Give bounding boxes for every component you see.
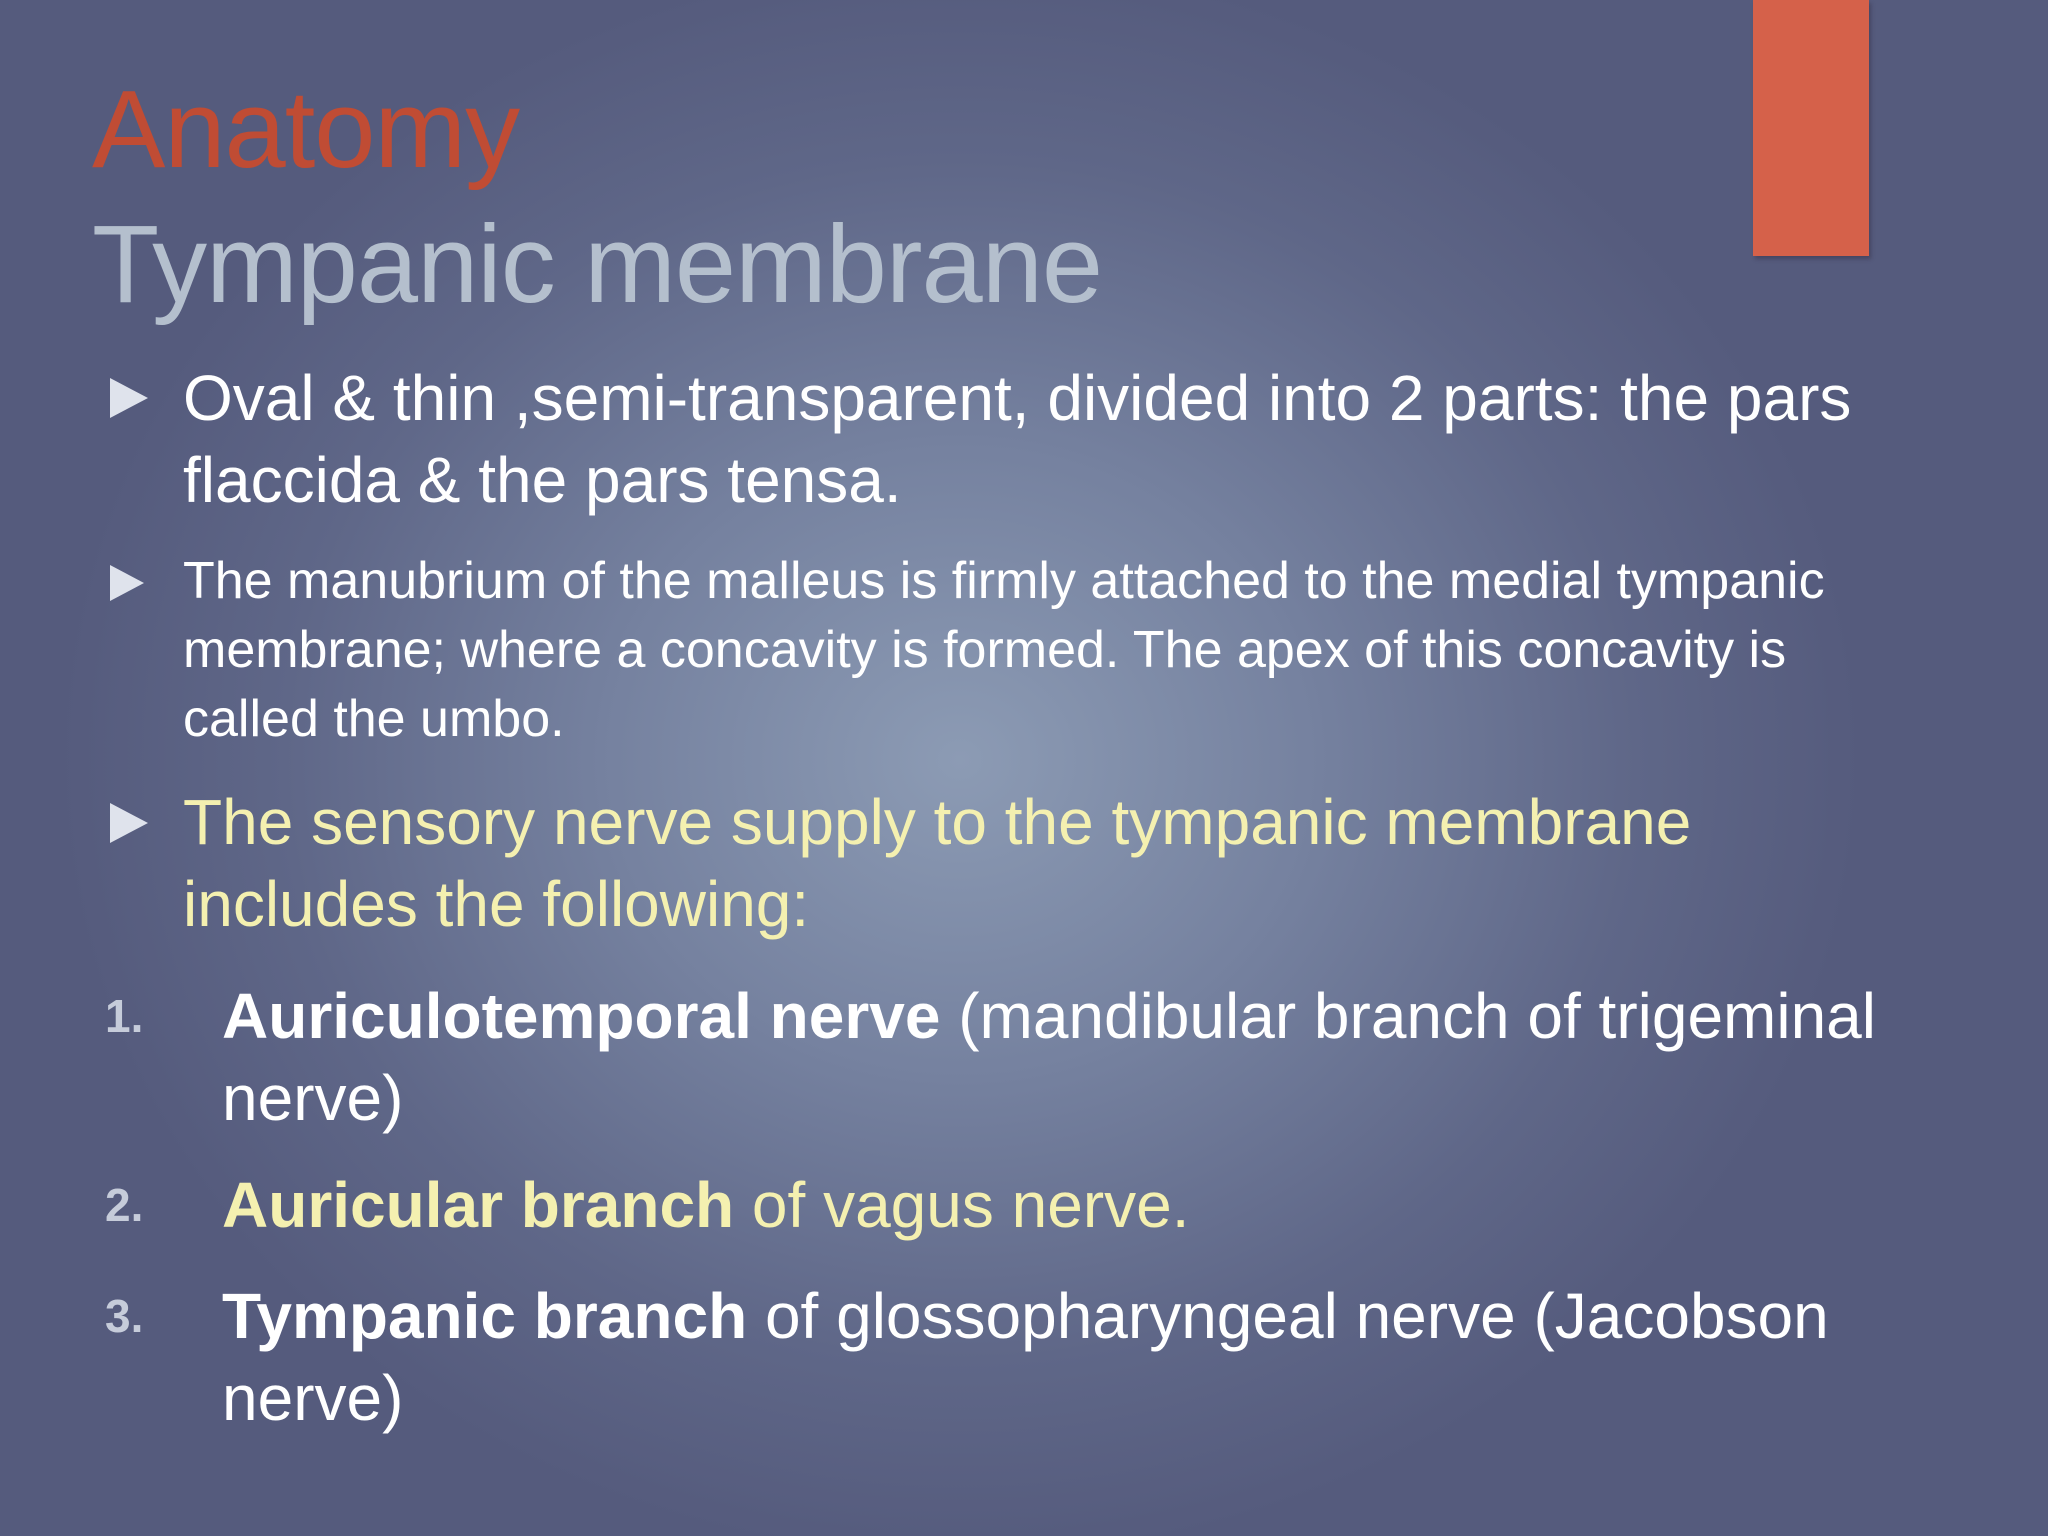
slide-title: Anatomy — [92, 68, 520, 191]
numbered-text — [222, 975, 1962, 1139]
item-number: 3. — [105, 1290, 144, 1342]
numbered-text — [222, 1164, 1962, 1246]
term-detail: (mandibular branch of trigeminal nerve) — [222, 980, 1876, 1134]
term-detail: of vagus nerve. — [734, 1169, 1190, 1241]
bullet-text: Oval & thin ,semi-transparent, divided into 2 parts: the pars flaccida & the pars tensa. — [183, 362, 1852, 516]
bullet-text: The sensory nerve supply to the tympanic membrane includes the following: — [183, 786, 1692, 940]
item-number: 1. — [105, 990, 144, 1042]
bullet-text: The manubrium of the malleus is firmly attached to the medial tympanic membrane; where a concavity is formed. The apex of this concavity is called the umbo. — [183, 552, 1825, 748]
triangle-bullet-icon — [110, 378, 148, 418]
accent-bar — [1753, 0, 1869, 256]
numbered-text — [222, 1275, 1962, 1439]
slide-subtitle: Tympanic membrane — [92, 203, 1103, 326]
item-number: 2. — [105, 1179, 144, 1231]
triangle-bullet-icon — [110, 565, 144, 601]
bold-term: Auricular branch — [222, 1169, 735, 1241]
term-detail: of glossopharyngeal nerve (Jacobson nerve) — [222, 1280, 1829, 1434]
bold-term: Auriculotemporal nerve — [222, 980, 941, 1052]
bold-term: Tympanic branch — [222, 1280, 748, 1352]
triangle-bullet-icon — [110, 803, 148, 843]
